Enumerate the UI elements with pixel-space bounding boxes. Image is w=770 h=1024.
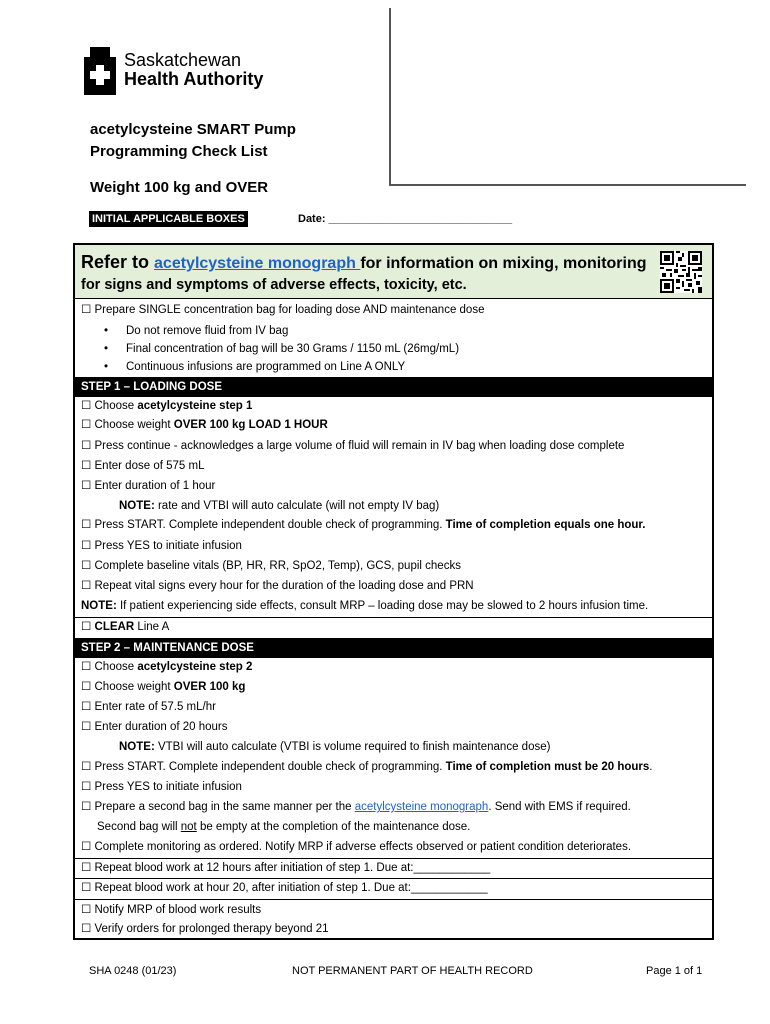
step2-blood12-item[interactable]: ☐ Repeat blood work at 12 hours after initiation of step 1. Due at:____________ (81, 862, 491, 874)
step2-choose-pre: ☐ Choose (81, 661, 138, 673)
step1-choose-bold: acetylcysteine step 1 (137, 400, 253, 412)
prep-bullet-3-text: Continuous infusions are programmed on Line A ONLY (126, 361, 406, 373)
step2-weight-item[interactable] (81, 679, 245, 695)
step2-choose-bold: acetylcysteine step 2 (137, 661, 253, 673)
divider (75, 858, 712, 859)
step2-choose-item[interactable] (81, 659, 252, 675)
weight-heading: Weight 100 kg and OVER (90, 179, 269, 196)
prep-bullet-2-text: Final concentration of bag will be 30 Grams / 1150 mL (26mg/mL) (126, 343, 460, 355)
step1-note2-text: If patient experiencing side effects, consult MRP – loading dose may be slowed to 2 hours infusion time. (116, 600, 649, 612)
step1-note2 (81, 598, 648, 614)
step1-start-item[interactable] (81, 517, 645, 533)
step2-verify-item[interactable]: ☐ Verify orders for prolonged therapy beyond 21 (81, 923, 329, 935)
step2-start-bold: Time of completion must be 20 hours (445, 761, 650, 773)
step2-duration-item[interactable]: ☐ Enter duration of 20 hours (81, 721, 228, 733)
step2-weight-bold: OVER 100 kg (173, 681, 246, 693)
step2-start-item[interactable] (81, 759, 653, 775)
step1-weight-pre: ☐ Choose weight (81, 419, 174, 431)
prep-bullet-2: • Final concentration of bag will be 30 Grams / 1150 mL (26mg/mL) (104, 343, 460, 355)
step1-choose-item[interactable] (81, 398, 252, 414)
step2-weight-pre: ☐ Choose weight (81, 681, 174, 693)
step1-start-bold: Time of completion equals one hour. (445, 519, 646, 531)
step2-start-pre: ☐ Press START. Complete independent double check of programming. (81, 761, 446, 773)
step2-header: STEP 2 – MAINTENANCE DOSE (75, 638, 712, 658)
step1-yes-item[interactable]: ☐ Press YES to initiate infusion (81, 540, 242, 552)
step2-blood20-item[interactable]: ☐ Repeat blood work at hour 20, after initiation of step 1. Due at:____________ (81, 882, 488, 894)
refer-line1 (81, 251, 647, 275)
sha-logo-icon (84, 47, 116, 95)
step1-duration-item[interactable]: ☐ Enter duration of 1 hour (81, 480, 216, 492)
divider (75, 899, 712, 900)
step1-header: STEP 1 – LOADING DOSE (75, 377, 712, 397)
qr-code-icon[interactable] (660, 250, 702, 294)
step2-second-post: . Send with EMS if required. (488, 801, 631, 813)
step2-monitor-item[interactable]: ☐ Complete monitoring as ordered. Notify MRP if adverse effects observed or patient condition deteriorates. (81, 841, 632, 853)
monograph-link[interactable]: acetylcysteine monograph (154, 255, 361, 272)
prep-bullet-1-text: Do not remove fluid from IV bag (126, 325, 289, 337)
step1-note2-label: NOTE: (81, 600, 117, 612)
step2-second-pre: ☐ Prepare a second bag in the same manner per the (81, 801, 355, 813)
label-area-border-left (389, 8, 391, 185)
step2-second-bag-line2 (97, 819, 470, 835)
step2-yes-item[interactable]: ☐ Press YES to initiate infusion (81, 781, 242, 793)
prep-bullet-1: • Do not remove fluid from IV bag (104, 325, 289, 337)
step2-note (119, 739, 550, 755)
divider (75, 878, 712, 879)
refer-prefix: Refer to (81, 252, 155, 272)
prep-single-bag-item[interactable]: ☐ Prepare SINGLE concentration bag for loading dose AND maintenance dose (81, 304, 485, 316)
step1-note (119, 498, 439, 514)
step2-second2-pre: Second bag will (97, 821, 181, 833)
step1-weight-bold: OVER 100 kg LOAD 1 HOUR (173, 419, 328, 431)
step2-note-text: VTBI will auto calculate (VTBI is volume required to finish maintenance dose) (154, 741, 551, 753)
step2-rate-item[interactable]: ☐ Enter rate of 57.5 mL/hr (81, 701, 216, 713)
org-name-line1: Saskatchewan (124, 50, 242, 70)
step1-choose-pre: ☐ Choose (81, 400, 138, 412)
label-area-border-bottom (389, 184, 746, 186)
step2-second-bag-item[interactable] (81, 799, 631, 815)
step1-repeat-item[interactable]: ☐ Repeat vital signs every hour for the duration of the loading dose and PRN (81, 580, 474, 592)
date-field[interactable]: Date: ______________________________ (298, 213, 513, 225)
step2-second2-underline: not (180, 821, 197, 833)
step2-monograph-link[interactable]: acetylcysteine monograph (354, 801, 489, 813)
refer-line2: for signs and symptoms of adverse effects, toxicity, etc. (81, 277, 467, 293)
step1-note-label: NOTE: (119, 500, 155, 512)
step1-vitals-item[interactable]: ☐ Complete baseline vitals (BP, HR, RR, SpO2, Temp), GCS, pupil checks (81, 560, 461, 572)
step2-note-label: NOTE: (119, 741, 155, 753)
record-notice: NOT PERMANENT PART OF HEALTH RECORD (292, 965, 533, 977)
divider (75, 617, 712, 618)
step1-clear-bold: CLEAR (94, 621, 135, 633)
page-number: Page 1 of 1 (646, 965, 703, 977)
step1-clear-post: Line A (134, 621, 170, 633)
step1-clear-pre: ☐ (81, 621, 95, 633)
doc-title-line1: acetylcysteine SMART Pump (90, 121, 296, 138)
step1-dose-item[interactable]: ☐ Enter dose of 575 mL (81, 460, 205, 472)
step1-weight-item[interactable] (81, 417, 328, 433)
step2-second2-post: be empty at the completion of the maintenance dose. (196, 821, 471, 833)
step1-clear-item[interactable] (81, 619, 169, 635)
step2-start-post: . (649, 761, 653, 773)
prep-bullet-3: • Continuous infusions are programmed on Line A ONLY (104, 361, 406, 373)
form-code: SHA 0248 (01/23) (89, 965, 177, 977)
step1-continue-item[interactable]: ☐ Press continue - acknowledges a large volume of fluid will remain in IV bag when loading dose complete (81, 440, 625, 452)
initial-applicable-label: INITIAL APPLICABLE BOXES (89, 211, 248, 227)
step1-note-text: rate and VTBI will auto calculate (will not empty IV bag) (154, 500, 440, 512)
step2-notify-item[interactable]: ☐ Notify MRP of blood work results (81, 904, 262, 916)
doc-title-line2: Programming Check List (90, 143, 268, 160)
step1-start-pre: ☐ Press START. Complete independent double check of programming. (81, 519, 446, 531)
org-name-line2: Health Authority (124, 69, 264, 89)
refer-suffix: for information on mixing, monitoring (360, 255, 647, 272)
